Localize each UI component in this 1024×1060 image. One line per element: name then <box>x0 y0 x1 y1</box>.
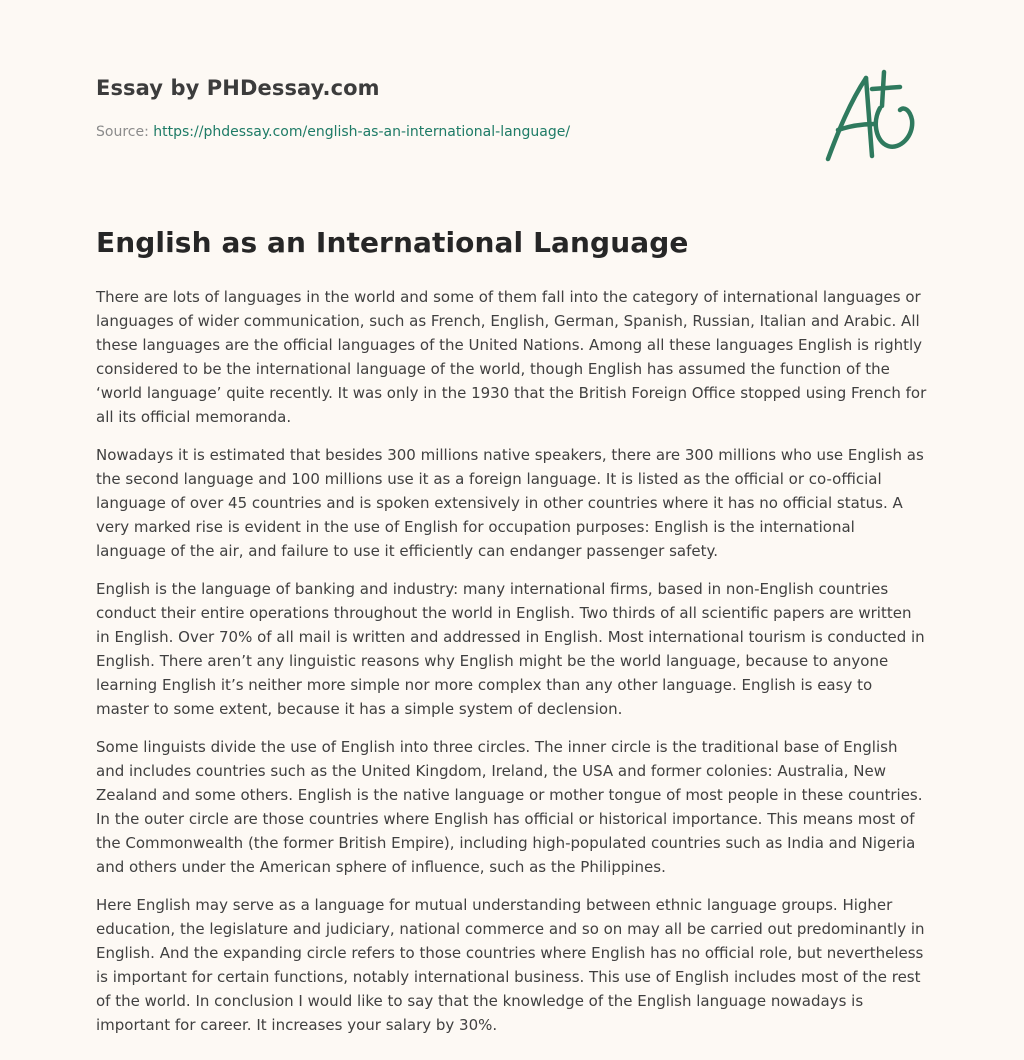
essay-title: English as an International Language <box>96 226 689 259</box>
essay-paragraph: English is the language of banking and industry: many international firms, based in non-English countries conduct their entire operations throughout the world in English. Two thirds of all scientific papers are written in English. Over 70% of all mail is written and addressed in English. Most international tourism is conducted in English. There aren’t any linguistic reasons why English might be the world language, because to anyone learning English it’s neither more simple nor more complex than any other language. English is easy to master to some extent, because it has a simple system of declension. <box>96 580 925 718</box>
essay-page <box>96 0 928 1034</box>
essay-paragraph: There are lots of languages in the world and some of them fall into the category of international languages or languages of wider communication, such as French, English, German, Spanish, Russian, Italian and Arabic. All these languages are the official languages of the United Nations. Among all these languages English is rightly considered to be the international language of the world, though English has assumed the function of the ‘world language’ quite recently. It was only in the 1930 that the British Foreign Office stopped using French for all its official memoranda. <box>96 288 927 426</box>
source-line <box>96 124 570 140</box>
source-label: Source: <box>96 124 149 140</box>
essay-paragraph: Nowadays it is estimated that besides 300 millions native speakers, there are 300 millions who use English as the second language and 100 millions use it as a foreign language. It is listed as the official or co-official language of over 45 countries and is spoken extensively in other countries where it has no official status. A very marked rise is evident in the use of English for occupation purposes: English is the international language of the air, and failure to use it efficiently can endanger passenger safety. <box>96 446 924 560</box>
essay-body <box>96 285 928 1051</box>
site-brand: Essay by PHDessay.com <box>96 76 380 100</box>
page-header <box>96 0 928 190</box>
a-plus-icon <box>824 66 928 166</box>
essay-paragraph: Some linguists divide the use of English into three circles. The inner circle is the traditional base of English and includes countries such as the United Kingdom, Ireland, the USA and former colonies: Australia, New Zealand and some others. English is the native language or mother tongue of most people in these countries. In the outer circle are those countries where English has official or historical importance. This means most of the Commonwealth (the former British Empire), including high-populated countries such as India and Nigeria and others under the American sphere of influence, such as the Philippines. <box>96 738 923 876</box>
essay-paragraph: Here English may serve as a language for mutual understanding between ethnic language groups. Higher education, the legislature and judiciary, national commerce and so on may all be carried out predominantly in English. And the expanding circle refers to those countries where English has no official role, but nevertheless is important for certain functions, notably international business. This use of English includes most of the rest of the world. In conclusion I would like to say that the knowledge of the English language nowadays is important for career. It increases your salary by 30%. <box>96 896 925 1034</box>
source-link[interactable]: https://phdessay.com/english-as-an-international-language/ <box>153 124 571 140</box>
